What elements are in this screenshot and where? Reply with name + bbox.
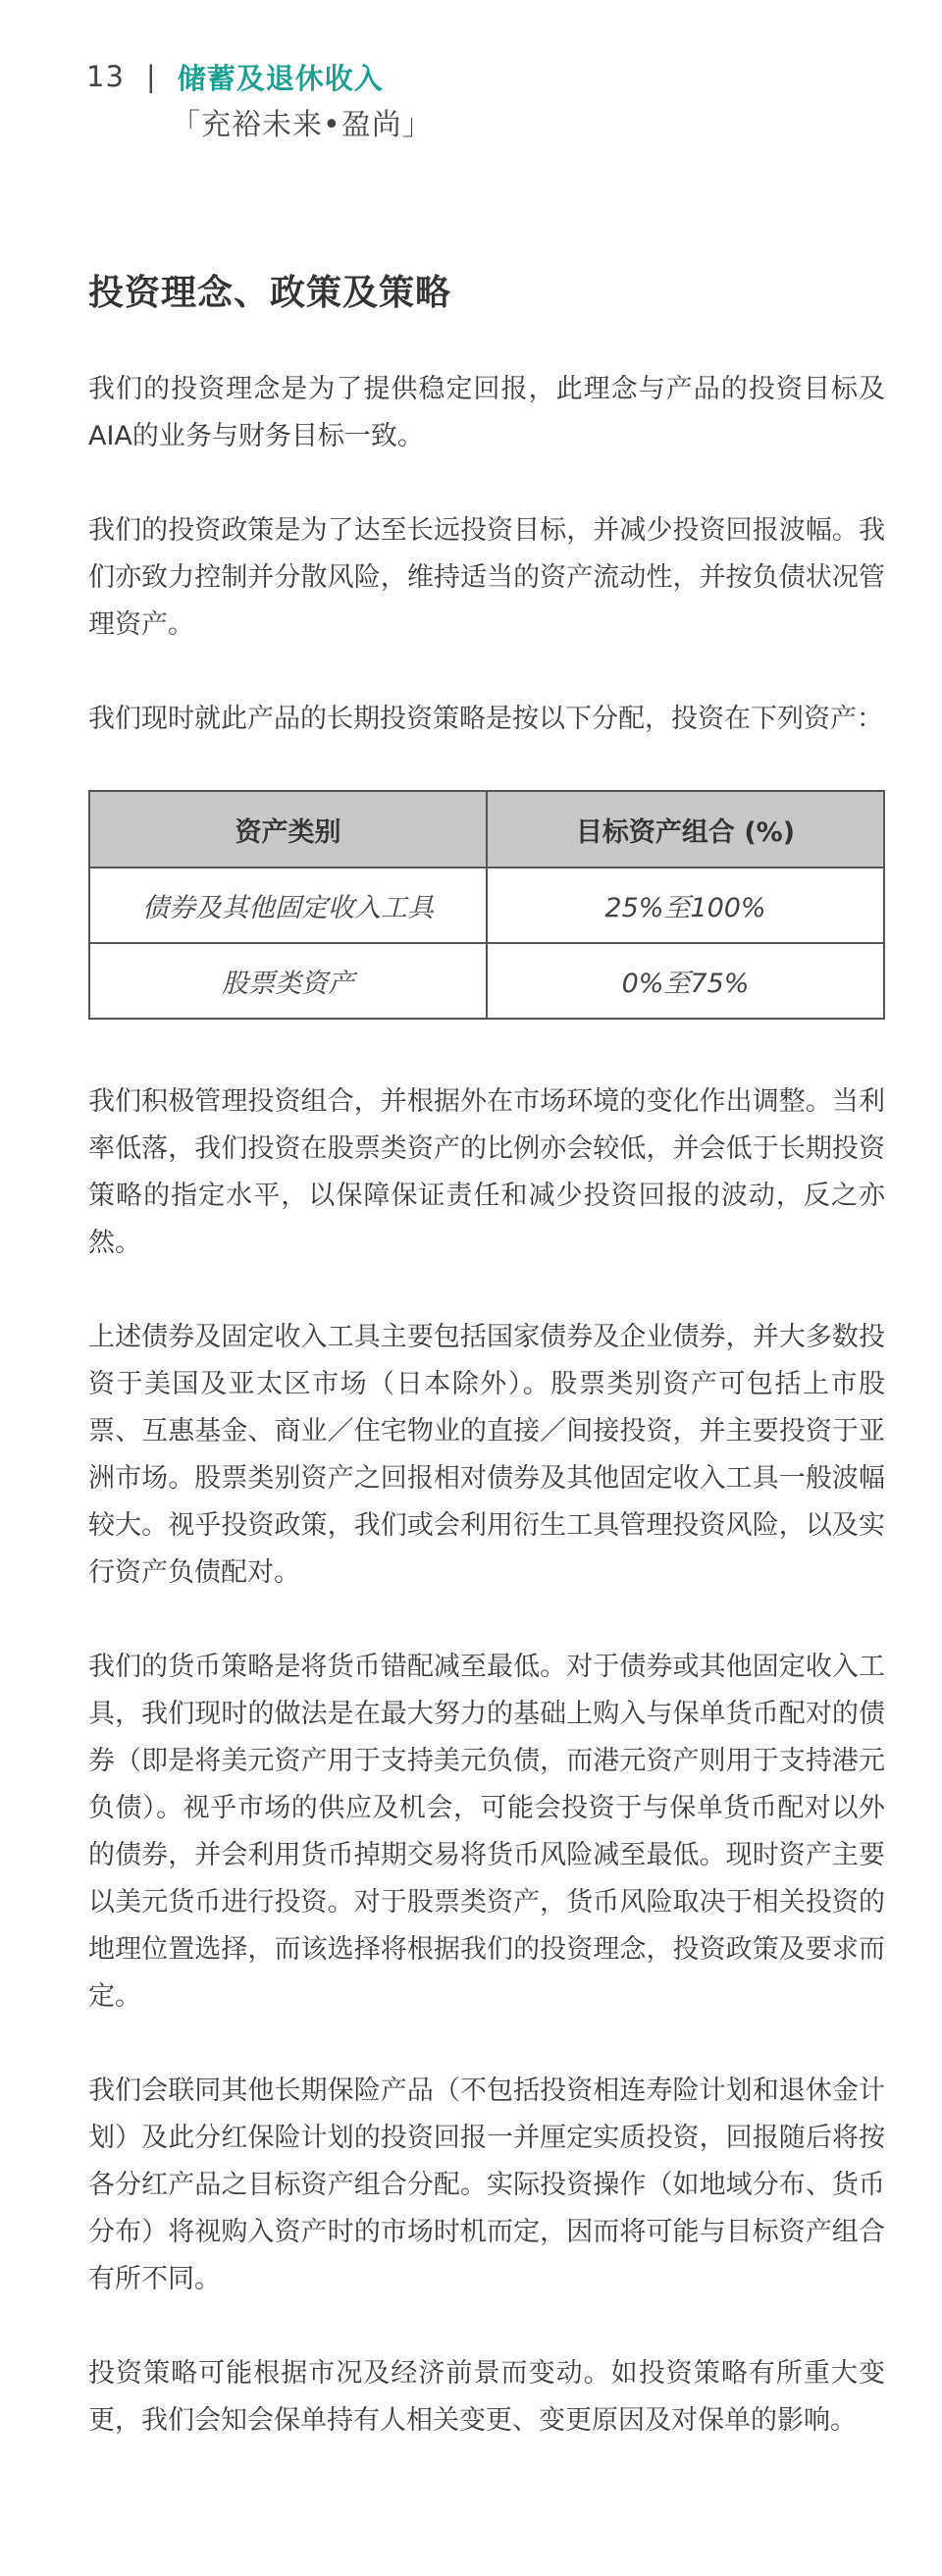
paragraph-currency-strategy: 我们的货币策略是将货币错配减至最低。对于债券或其他固定收入工具，我们现时的做法是在最大努力的基础上购入与保单货币配对的债券（即是将美元资产用于支持美元负债，而港元资产则用于支持港元负债）。视乎市场的供应及机会，可能会投资于与保单货币配对以外的债券，并会利用货币掉期交易将货币风险减至最低。现时资产主要以美元货币进行投资。对于股票类资产，货币风险取决于相关投资的地理位置选择，而该选择将根据我们的投资理念，投资政策及要求而定。 bbox=[88, 1652, 885, 2012]
page-title: 投资理念、政策及策略 bbox=[88, 273, 452, 313]
table-cell-allocation: 25%至100% bbox=[487, 867, 884, 943]
paragraph-investment-philosophy: 我们的投资理念是为了提供稳定回报，此理念与产品的投资目标及AIA的业务与财务目标一致。 bbox=[88, 374, 885, 451]
paragraph-strategy-changes: 投资策略可能根据市况及经济前景而变动。如投资策略有所重大变更，我们会知会保单持有人相关变更、变更原因及对保单的影响。 bbox=[88, 2358, 885, 2436]
table-cell-allocation: 0%至75% bbox=[487, 943, 884, 1019]
page-number: 13 bbox=[86, 60, 125, 93]
table-row bbox=[89, 943, 884, 1019]
asset-allocation-table bbox=[88, 790, 885, 1020]
paragraph-strategy-intro: 我们现时就此产品的长期投资策略是按以下分配，投资在下列资产： bbox=[88, 704, 883, 734]
page-header bbox=[86, 57, 871, 143]
section-title: 储蓄及退休收入 bbox=[177, 61, 384, 95]
table-header-row bbox=[89, 791, 884, 867]
main-content bbox=[88, 265, 885, 2492]
paragraph-investment-policy: 我们的投资政策是为了达至长远投资目标，并减少投资回报波幅。我们亦致力控制并分散风险，维持适当的资产流动性，并按负债状况管理资产。 bbox=[88, 515, 885, 640]
paragraph-portfolio-management: 我们积极管理投资组合，并根据外在市场环境的变化作出调整。当利率低落，我们投资在股票类资产的比例亦会较低，并会低于长期投资策略的指定水平，以保障保证责任和减少投资回报的波动，反之亦然。 bbox=[88, 1086, 885, 1258]
table-cell-category: 债券及其他固定收入工具 bbox=[89, 867, 487, 943]
header-line bbox=[86, 57, 871, 96]
product-name: 「充裕未来•盈尚」 bbox=[171, 108, 433, 142]
table-header-asset-class: 资产类别 bbox=[89, 791, 487, 867]
table-header-target-allocation: 目标资产组合 (%) bbox=[487, 791, 884, 867]
paragraph-asset-composition: 上述债券及固定收入工具主要包括国家债券及企业债券，并大多数投资于美国及亚太区市场（日本除外）。股票类别资产可包括上市股票、互惠基金、商业／住宅物业的直接／间接投资，并主要投资于亚洲市场。股票类别资产之回报相对债券及其他固定收入工具一般波幅较大。视乎投资政策，我们或会利用衍生工具管理投资风险，以及实行资产负债配对。 bbox=[88, 1322, 885, 1588]
table-cell-category: 股票类资产 bbox=[89, 943, 487, 1019]
paragraph-pooled-investment: 我们会联同其他长期保险产品（不包括投资相连寿险计划和退休金计划）及此分红保险计划的投资回报一并厘定实质投资，回报随后将按各分红产品之目标资产组合分配。实际投资操作（如地域分布、货币分布）将视购入资产时的市场时机而定，因而将可能与目标资产组合有所不同。 bbox=[88, 2076, 885, 2294]
table-row bbox=[89, 867, 884, 943]
header-divider: | bbox=[145, 60, 156, 93]
